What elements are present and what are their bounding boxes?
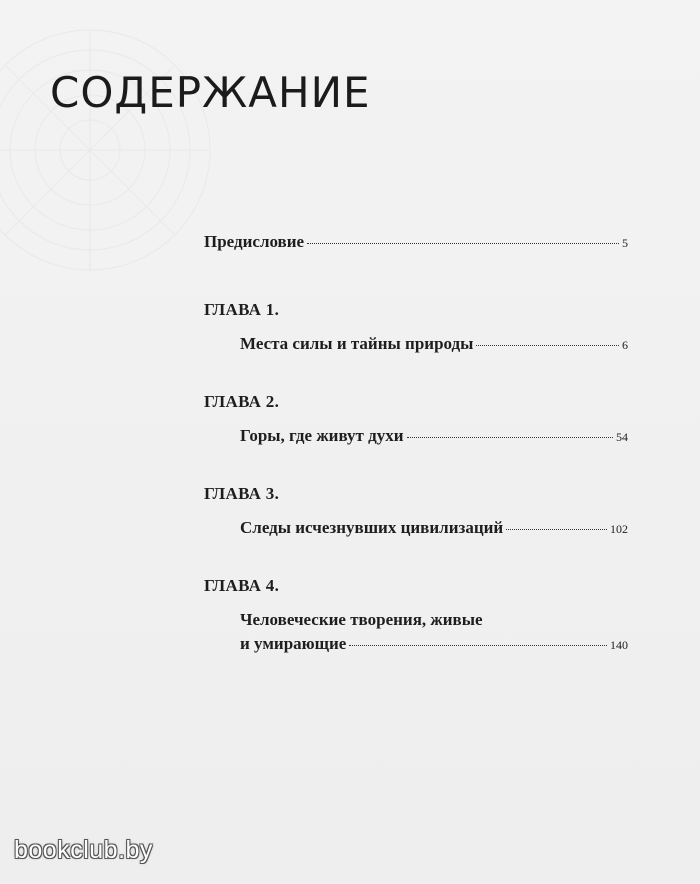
toc-entry-label: Предисловие <box>204 232 305 251</box>
toc-entry-label: Горы, где живут духи <box>240 426 404 445</box>
chapter-heading-4: ГЛАВА 4. <box>204 576 280 595</box>
toc-page-number: 6 <box>622 338 628 352</box>
toc-entry-chapter-4 <box>240 634 628 654</box>
toc-entry-label-line1: Человеческие творения, живые <box>240 610 483 629</box>
dot-leader <box>476 345 619 346</box>
toc-entry-chapter-3 <box>240 518 628 538</box>
toc-entry-chapter-1 <box>240 334 628 354</box>
page-title: СОДЕРЖАНИЕ <box>50 68 371 117</box>
toc-entry-chapter-2 <box>240 426 628 446</box>
chapter-heading-2: ГЛАВА 2. <box>204 392 280 411</box>
toc-entry-label: и умирающие <box>240 634 347 653</box>
decorative-ornament <box>0 0 240 300</box>
site-watermark: bookclub.by <box>14 836 153 864</box>
dot-leader <box>506 529 607 530</box>
toc-page-number: 5 <box>622 236 628 250</box>
dot-leader <box>307 243 619 244</box>
toc-page-number: 140 <box>610 638 628 652</box>
toc-entry-label: Следы исчезнувших цивилизаций <box>240 518 504 537</box>
toc-page-number: 54 <box>616 430 628 444</box>
toc-entry-label: Места силы и тайны природы <box>240 334 474 353</box>
chapter-heading-1: ГЛАВА 1. <box>204 300 280 319</box>
dot-leader <box>407 437 613 438</box>
chapter-heading-3: ГЛАВА 3. <box>204 484 280 503</box>
dot-leader <box>349 645 607 646</box>
toc-page-number: 102 <box>610 522 628 536</box>
toc-entry-preface <box>204 232 628 252</box>
